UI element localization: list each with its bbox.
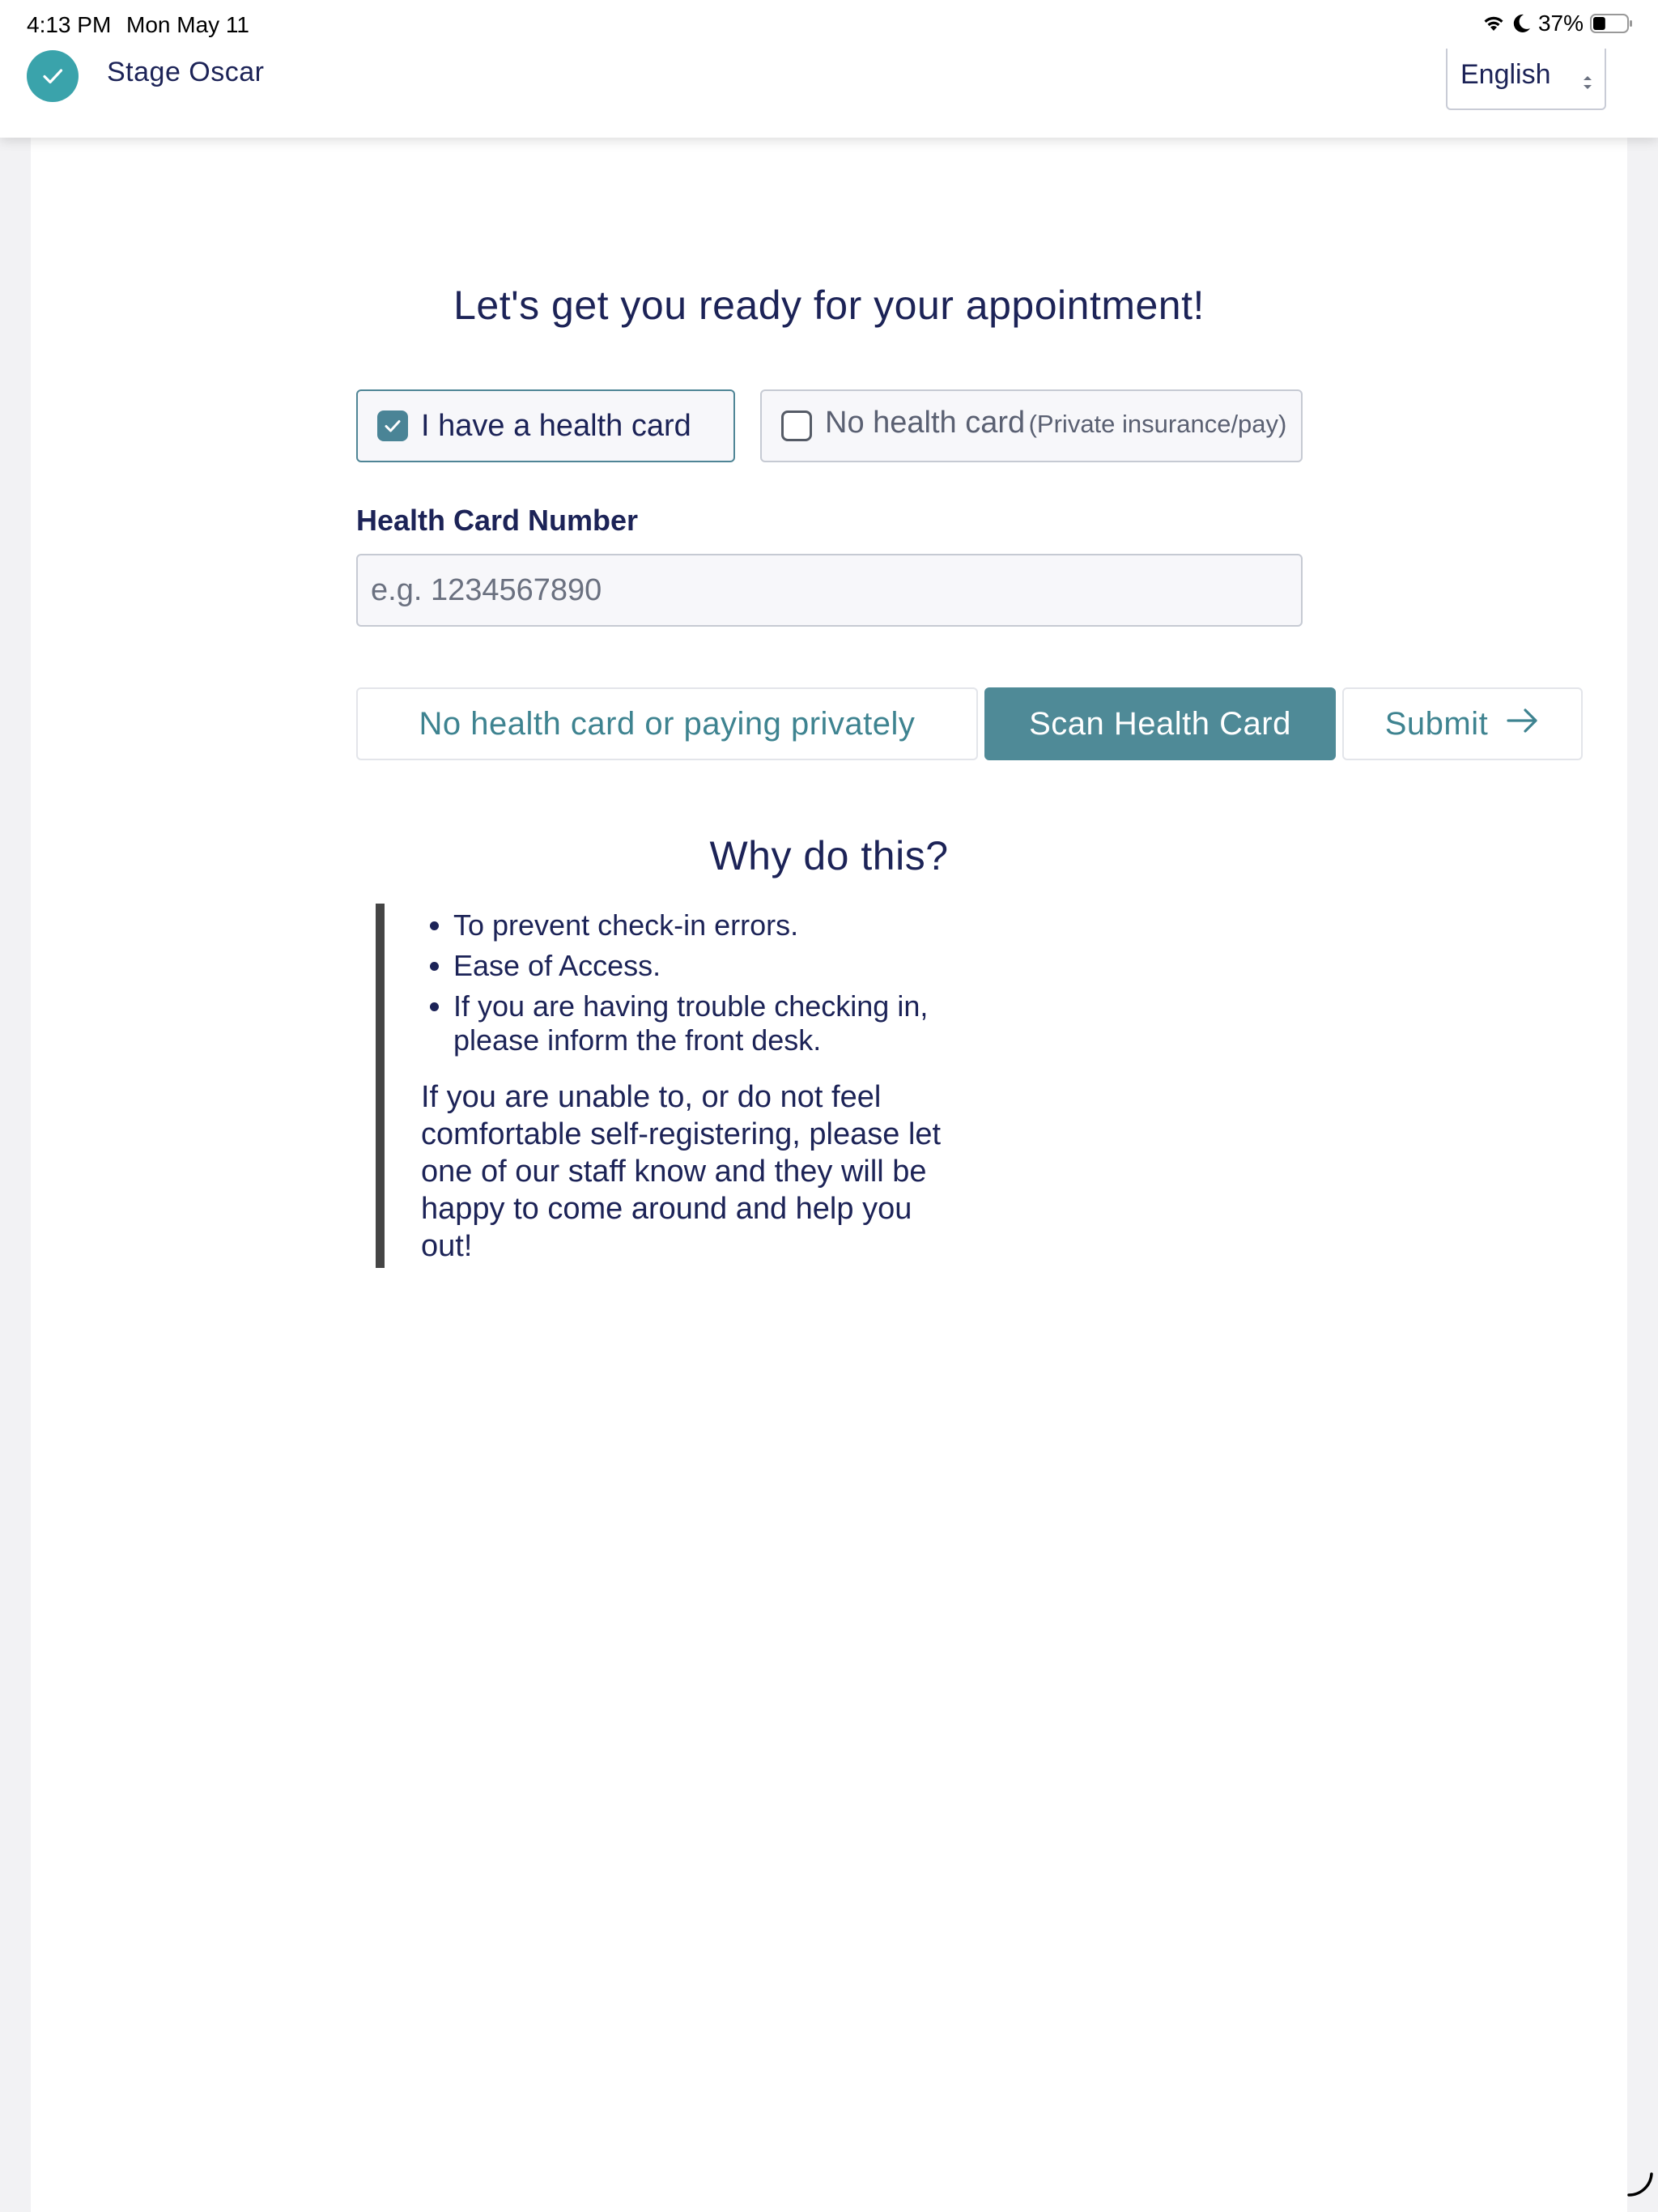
main-card <box>31 138 1627 2212</box>
no-health-card-option[interactable] <box>760 389 1303 462</box>
brand-name: Stage Oscar <box>107 57 265 87</box>
moon-icon <box>1512 13 1532 34</box>
submit-button[interactable] <box>1342 687 1583 760</box>
page-heading: Let's get you ready for your appointment! <box>453 283 1205 328</box>
battery-percent: 37% <box>1537 11 1584 36</box>
why-blockquote <box>376 904 955 1268</box>
why-list-item: • If you are having trouble checking in, please inform the front desk. <box>453 989 955 1057</box>
status-indicators <box>1482 11 1634 36</box>
health-card-number-input[interactable] <box>356 554 1303 627</box>
wifi-icon <box>1482 14 1506 33</box>
battery-icon <box>1590 13 1634 34</box>
checkbox-checked-icon[interactable] <box>377 410 408 441</box>
no-health-card-button[interactable]: No health card or paying privately <box>356 687 978 760</box>
submit-button-label: Submit <box>1384 705 1489 742</box>
scan-health-card-button[interactable]: Scan Health Card <box>984 687 1336 760</box>
why-list-item: • Ease of Access. <box>453 949 955 983</box>
health-card-option[interactable] <box>356 389 735 462</box>
select-arrows-icon <box>1582 67 1593 99</box>
no-health-card-sublabel: (Private insurance/pay) <box>1028 410 1287 438</box>
arrow-right-icon <box>1506 706 1540 742</box>
health-card-option-label: I have a health card <box>421 408 691 443</box>
language-select[interactable] <box>1446 39 1606 110</box>
why-title: Why do this? <box>709 833 949 878</box>
health-card-number-label: Health Card Number <box>356 504 639 537</box>
why-note: If you are unable to, or do not feel comfortable self-registering, please let one of our staff know and they will be happy to come around and help you out! <box>421 1080 942 1263</box>
resize-handle-icon <box>1626 2169 1655 2202</box>
status-time: 4:13 PM <box>27 12 112 37</box>
status-bar <box>0 0 1658 49</box>
status-date: Mon May 11 <box>126 12 249 37</box>
checkbox-unchecked-icon[interactable] <box>781 410 812 441</box>
why-list-item: • To prevent check-in errors. <box>453 908 955 942</box>
no-health-card-label: No health card <box>825 406 1026 440</box>
check-icon <box>27 50 79 102</box>
language-select-value: English <box>1460 58 1551 90</box>
why-list <box>421 908 955 1057</box>
